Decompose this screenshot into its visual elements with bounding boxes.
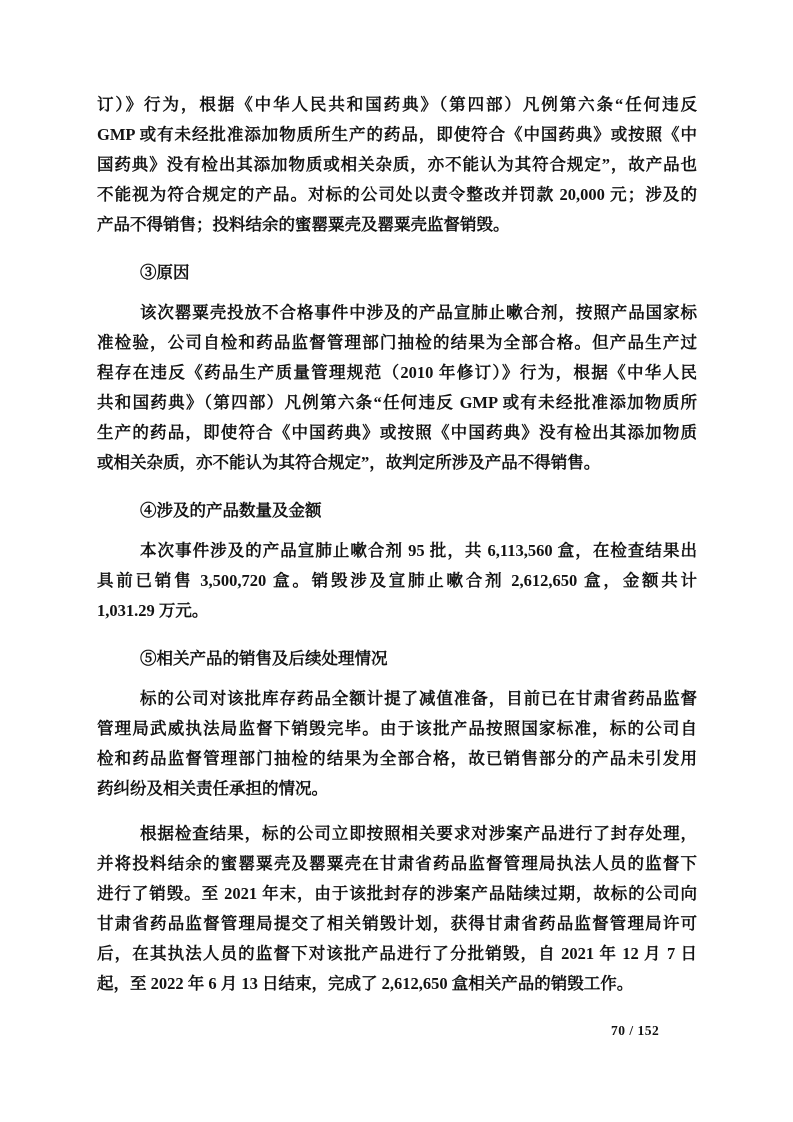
text-line: 后，在其执法人员的监督下对该批产品进行了分批销毁，自 2021 年 12 月 7 日	[97, 944, 697, 963]
paragraph-impairment-destruction	[97, 684, 697, 804]
text-line: 该次罂粟壳投放不合格事件中涉及的产品宣肺止嗽合剂，按照产品国家标	[140, 303, 697, 322]
text-line: 标的公司对该批库存药品全额计提了减值准备，目前已在甘肃省药品监督	[140, 689, 697, 708]
paragraph-gmp-violation	[97, 90, 697, 240]
text-line: 产品不得销售；投料结余的蜜罂粟壳及罂粟壳监督销毁。	[97, 215, 510, 234]
text-line: 进行了销毁。至 2021 年末，由于该批封存的涉案产品陆续过期，故标的公司向	[97, 884, 697, 903]
text-line: 根据检查结果，标的公司立即按照相关要求对涉案产品进行了封存处理，	[140, 824, 697, 843]
paragraph-quantity-amount	[97, 536, 697, 626]
text-line: 药纠纷及相关责任承担的情况。	[97, 779, 328, 798]
page-number: 70 / 152	[611, 1023, 660, 1038]
text-line: 准检验，公司自检和药品监督管理部门抽检的结果为全部合格。但产品生产过	[97, 333, 697, 352]
text-line: 不能视为符合规定的产品。对标的公司处以责令整改并罚款 20,000 元；涉及的	[97, 185, 697, 204]
heading-sales-handling: ⑤相关产品的销售及后续处理情况	[140, 649, 388, 668]
heading-reason: ③原因	[140, 263, 190, 282]
text-line: 或相关杂质，亦不能认为其符合规定”，故判定所涉及产品不得销售。	[97, 453, 601, 472]
text-content	[97, 90, 697, 999]
text-line: 管理局武威执法局监督下销毁完毕。由于该批产品按照国家标准，标的公司自	[97, 719, 697, 738]
text-line: 订）》行为，根据《中华人民共和国药典》（第四部）凡例第六条“任何违反	[97, 95, 697, 114]
text-line: GMP 或有未经批准添加物质所生产的药品，即使符合《中国药典》或按照《中	[97, 125, 697, 144]
heading-quantity-amount: ④涉及的产品数量及金额	[140, 501, 322, 520]
text-line: 1,031.29 万元。	[97, 601, 209, 620]
text-line: 本次事件涉及的产品宣肺止嗽合剂 95 批，共 6,113,560 盒，在检查结果出	[140, 541, 697, 560]
text-line: 国药典》没有检出其添加物质或相关杂质，亦不能认为其符合规定”，故产品也	[97, 155, 697, 174]
text-line: 共和国药典》（第四部）凡例第六条“任何违反 GMP 或有未经批准添加物质所	[97, 393, 697, 412]
text-line: 并将投料结余的蜜罂粟壳及罂粟壳在甘肃省药品监督管理局执法人员的监督下	[97, 854, 697, 873]
paragraph-destruction-process	[97, 819, 697, 999]
text-line: 甘肃省药品监督管理局提交了相关销毁计划，获得甘肃省药品监督管理局许可	[97, 914, 697, 933]
text-line: 具前已销售 3,500,720 盒。销毁涉及宣肺止嗽合剂 2,612,650 盒，金额共计	[97, 571, 697, 590]
text-line: 检和药品监督管理部门抽检的结果为全部合格，故已销售部分的产品未引发用	[97, 749, 697, 768]
text-line: 程存在违反《药品生产质量管理规范（2010 年修订）》行为，根据《中华人民	[97, 363, 697, 382]
text-line: 起，至 2022 年 6 月 13 日结束，完成了 2,612,650 盒相关产品的销毁工作。	[97, 974, 634, 993]
text-line: 生产的药品，即使符合《中国药典》或按照《中国药典》没有检出其添加物质	[97, 423, 697, 442]
paragraph-reason	[97, 298, 697, 478]
